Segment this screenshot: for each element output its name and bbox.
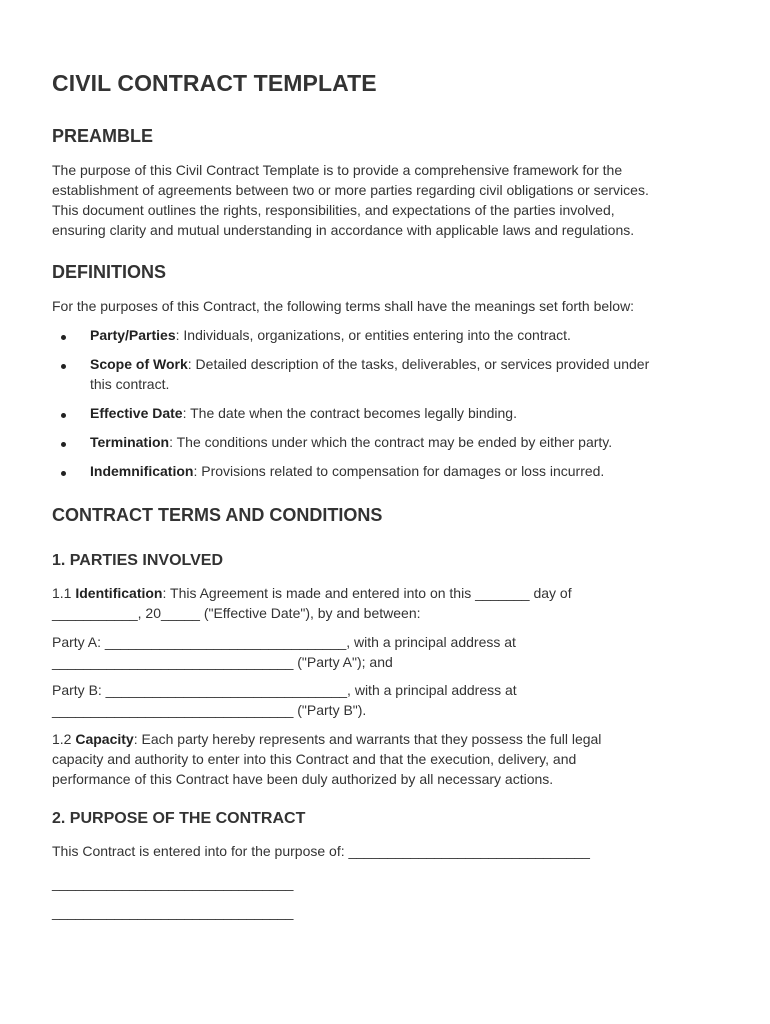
bullet-icon [61,471,66,476]
definition-text: : Detailed description of the tasks, deliverables, or services provided under [187,356,650,372]
definition-term: Scope of Work [90,356,188,372]
preamble-heading: PREAMBLE [52,126,154,146]
definition-term: Indemnification [90,463,194,479]
definition-text: : Provisions related to compensation for damages or loss incurred. [193,463,605,479]
identification-label: Identification [75,585,163,601]
definition-term: Party/Parties [90,327,176,343]
preamble-line: The purpose of this Civil Contract Template is to provide a comprehensive framework for the [52,162,623,178]
preamble-paragraph [52,160,717,240]
preamble-line: establishment of agreements between two or more parties regarding civil obligations or services. [52,182,649,198]
preamble-line: This document outlines the rights, responsibilities, and expectations of the parties involved, [52,202,615,218]
preamble-line: ensuring clarity and mutual understanding in accordance with applicable laws and regulations. [52,222,635,238]
definition-term: Termination [90,434,170,450]
party-b-paragraph: Party B: _______________________________, with a principal address at _______________________________ ("Party B"). [52,682,517,718]
section1-heading: 1. PARTIES INVOLVED [52,552,223,569]
identification-paragraph: 1.1 Identification: This Agreement is made and entered into on this _______ day of ___________, 20_____ ("Effective Date"), by and between: [52,585,572,621]
capacity-label: Capacity [75,731,134,747]
purpose-blank-line: _______________________________ [52,875,294,891]
capacity-paragraph: 1.2 Capacity: Each party hereby represents and warrants that they possess the full legal capacity and authority to enter into this Contract and that the execution, delivery, and performance of this Contract have been duly authorized by all necessary actions. [52,731,602,787]
bullet-icon [61,413,66,418]
definition-term: Effective Date [90,405,183,421]
definition-text: : The conditions under which the contract may be ended by either party. [169,434,613,450]
section2-heading: 2. PURPOSE OF THE CONTRACT [52,810,306,827]
definition-text: : Individuals, organizations, or entities entering into the contract. [175,327,571,343]
purpose-paragraph: This Contract is entered into for the purpose of: _______________________________ [52,843,590,859]
bullet-icon [61,364,66,369]
definitions-heading: DEFINITIONS [52,262,167,282]
bullet-icon [61,335,66,340]
document-title: CIVIL CONTRACT TEMPLATE [52,70,377,96]
definition-text-continued: this contract. [90,376,170,392]
definition-text: : The date when the contract becomes legally binding. [182,405,517,421]
terms-heading: CONTRACT TERMS AND CONDITIONS [52,505,383,525]
party-a-paragraph: Party A: _______________________________, with a principal address at _______________________________ ("Party A"); and [52,634,516,670]
definitions-intro: For the purposes of this Contract, the following terms shall have the meanings set forth below: [52,298,635,314]
purpose-blank-line: _______________________________ [52,904,294,920]
bullet-icon [61,442,66,447]
